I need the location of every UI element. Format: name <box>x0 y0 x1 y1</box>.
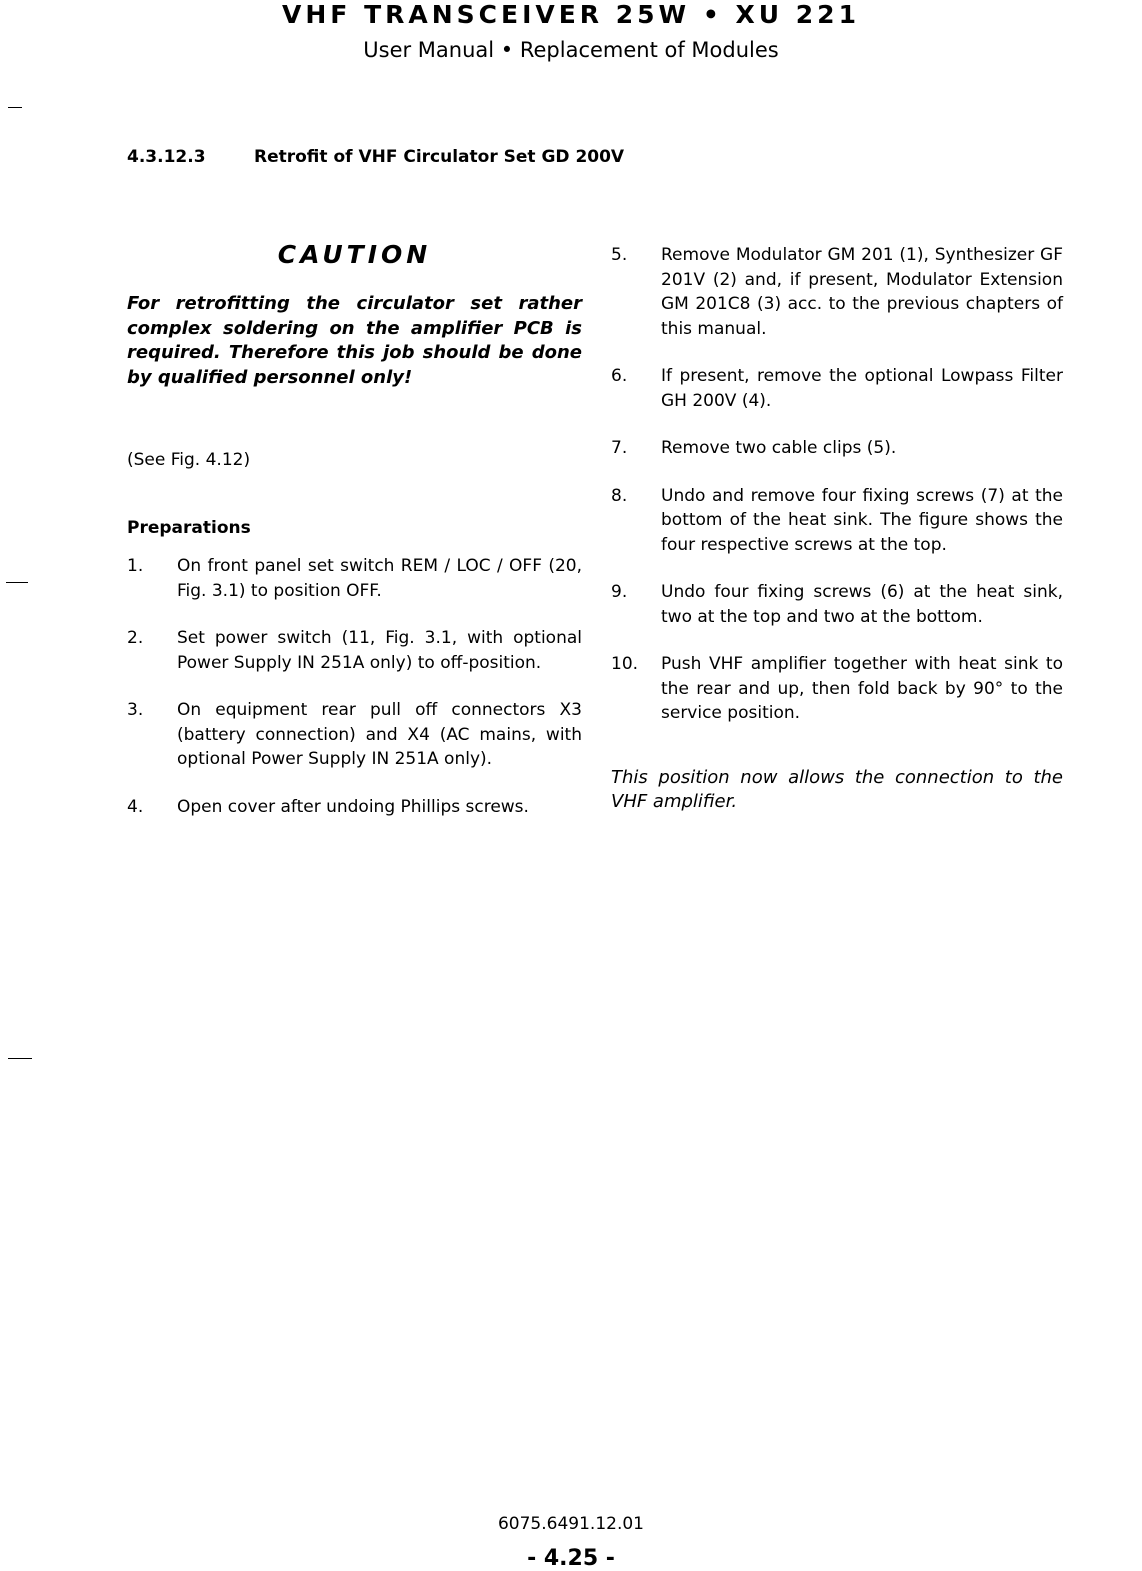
step-number: 6. <box>611 366 628 386</box>
caution-text: For retrofitting the circulator set rather complex soldering on the amplifier PCB is required. Therefore this job should be done by qualified personnel only! <box>127 293 582 388</box>
step-number: 1. <box>127 556 144 576</box>
step-number: 5. <box>611 245 628 265</box>
list-item <box>611 364 1063 413</box>
step-text: Remove Modulator GM 201 (1), Synthesizer GF 201V (2) and, if present, Modulator Extension GM 201C8 (3) acc. to the previous chapters of this manual. <box>661 245 1063 339</box>
document-subtitle: User Manual • Replacement of Modules <box>363 38 779 62</box>
document-number: 6075.6491.12.01 <box>497 1514 644 1534</box>
caution-heading: CAUTION <box>277 240 432 269</box>
left-column <box>127 238 582 842</box>
step-number: 2. <box>127 628 144 648</box>
step-text: Push VHF amplifier together with heat sink to the rear and up, then fold back by 90° to the service position. <box>661 654 1063 723</box>
list-item <box>611 243 1063 341</box>
step-text: Undo and remove four fixing screws (7) at the bottom of the heat sink. The figure shows the four respective screws at the top. <box>661 485 1063 555</box>
list-item <box>611 580 1063 629</box>
list-item <box>127 554 582 603</box>
step-number: 4. <box>127 796 144 817</box>
step-number: 9. <box>611 582 628 602</box>
step-number: 8. <box>611 485 628 506</box>
document-title: VHF TRANSCEIVER 25W • XU 221 <box>282 0 860 29</box>
conclusion-text: This position now allows the connection to the VHF amplifier. <box>611 766 1063 812</box>
list-item <box>611 652 1063 726</box>
step-number: 7. <box>611 438 628 458</box>
step-text: On front panel set switch REM / LOC / OFF (20, Fig. 3.1) to position OFF. <box>177 556 582 601</box>
step-number: 10. <box>611 654 639 674</box>
right-column <box>611 243 1063 815</box>
page-number: - 4.25 - <box>527 1546 615 1571</box>
step-text: Open cover after undoing Phillips screws. <box>177 796 529 817</box>
scan-mark <box>8 107 22 108</box>
step-text: Remove two cable clips (5). <box>661 438 897 458</box>
scan-mark <box>8 1058 32 1059</box>
scan-mark <box>6 582 28 583</box>
list-item <box>127 626 582 675</box>
preparations-list <box>127 554 582 819</box>
step-text: Undo four fixing screws (6) at the heat sink, two at the top and two at the bottom. <box>661 582 1063 627</box>
step-text: Set power switch (11, Fig. 3.1, with optional Power Supply IN 251A only) to off-position. <box>177 628 582 673</box>
section-title: Retrofit of VHF Circulator Set GD 200V <box>254 147 625 167</box>
procedure-list <box>611 243 1063 726</box>
step-text: On equipment rear pull off connectors X3 (battery connection) and X4 (AC mains, with optional Power Supply IN 251A only). <box>177 700 582 769</box>
list-item <box>611 436 1063 461</box>
step-text: If present, remove the optional Lowpass Filter GH 200V (4). <box>661 366 1063 411</box>
step-number: 3. <box>127 700 144 720</box>
list-item <box>127 698 582 772</box>
list-item <box>127 795 582 820</box>
section-number: 4.3.12.3 <box>127 147 206 167</box>
preparations-heading: Preparations <box>127 518 251 538</box>
list-item <box>611 484 1063 558</box>
figure-reference: (See Fig. 4.12) <box>127 450 251 470</box>
